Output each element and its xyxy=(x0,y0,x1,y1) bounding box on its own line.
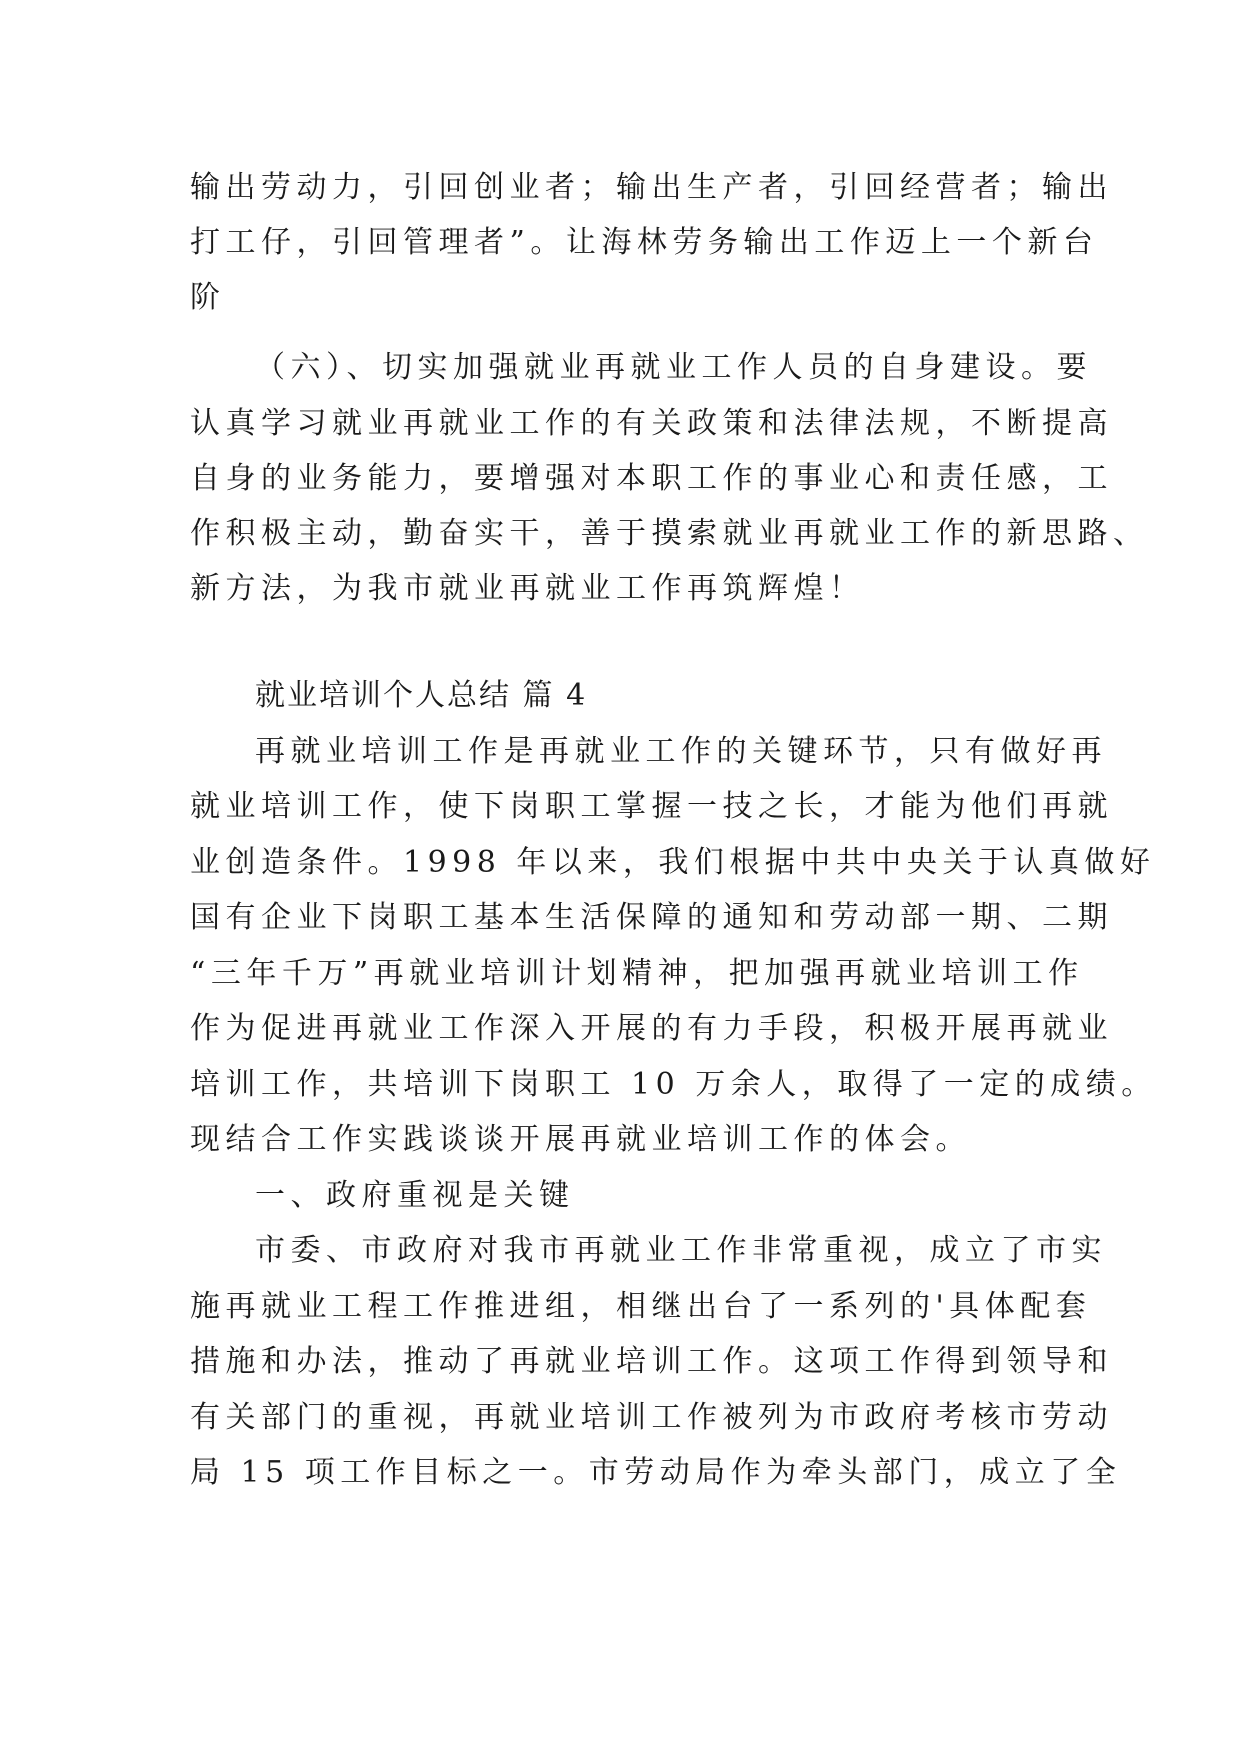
text-line: 作为促进再就业工作深入开展的有力手段，积极开展再就业 xyxy=(190,1011,1113,1046)
text-line: 自身的业务能力，要增强对本职工作的事业心和责任感，工 xyxy=(190,461,1113,496)
text-line: 业创造条件。1998 年以来，我们根据中共中央关于认真做好 xyxy=(190,845,1156,880)
text-line: 输出劳动力，引回创业者；输出生产者，引回经营者；输出 xyxy=(190,170,1113,205)
subsection-heading: 一、政府重视是关键 xyxy=(255,1178,575,1213)
text-line: 培训工作，共培训下岗职工 10 万余人，取得了一定的成绩。 xyxy=(190,1067,1157,1102)
paragraph-start-line: （六）、切实加强就业再就业工作人员的自身建设。要 xyxy=(255,350,1092,385)
text-line: 阶 xyxy=(190,280,226,315)
text-line: 就业培训工作，使下岗职工掌握一技之长，才能为他们再就 xyxy=(190,789,1113,824)
section-heading: 就业培训个人总结 篇 4 xyxy=(255,678,588,713)
text-line: 认真学习就业再就业工作的有关政策和法律法规，不断提高 xyxy=(190,406,1113,441)
paragraph-start-line: 市委、市政府对我市再就业工作非常重视，成立了市实 xyxy=(255,1233,1107,1268)
text-line: 新方法，为我市就业再就业工作再筑辉煌！ xyxy=(190,571,865,606)
text-line: “三年千万”再就业培训计划精神，把加强再就业培训工作 xyxy=(190,956,1084,991)
text-line: 国有企业下岗职工基本生活保障的通知和劳动部一期、二期 xyxy=(190,900,1113,935)
text-line: 措施和办法，推动了再就业培训工作。这项工作得到领导和 xyxy=(190,1344,1113,1379)
text-line: 有关部门的重视，再就业培训工作被列为市政府考核市劳动 xyxy=(190,1400,1113,1435)
text-line: 打工仔，引回管理者”。让海林劳务输出工作迈上一个新台 xyxy=(190,225,1099,260)
text-line: 作积极主动，勤奋实干，善于摸索就业再就业工作的新思路、 xyxy=(190,516,1149,551)
text-line: 局 15 项工作目标之一。市劳动局作为牵头部门，成立了全 xyxy=(190,1455,1122,1490)
text-line: 施再就业工程工作推进组，相继出台了一系列的'具体配套 xyxy=(190,1289,1092,1324)
text-line: 现结合工作实践谈谈开展再就业培训工作的体会。 xyxy=(190,1122,971,1157)
paragraph-start-line: 再就业培训工作是再就业工作的关键环节，只有做好再 xyxy=(255,734,1107,769)
